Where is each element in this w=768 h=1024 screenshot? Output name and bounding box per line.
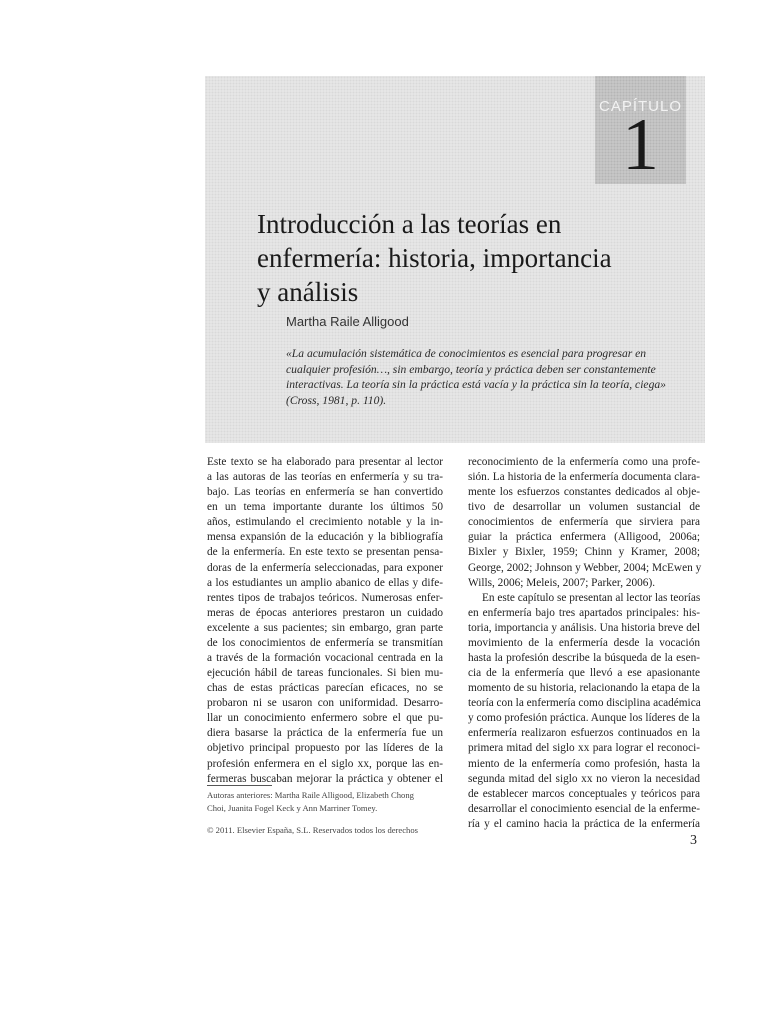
chapter-title-line: enfermería: historia, importancia [257, 243, 612, 273]
paragraph-line: teoría con la enfermería como disciplina académica [468, 697, 701, 710]
paragraph-line: mente los esfuerzos constantes dedicados al obje- [468, 486, 700, 499]
paragraph-line: enfermería realizaron esfuerzos continuados en la [468, 727, 700, 740]
paragraph-line: desarrollar el conocimiento esencial de la enferme- [468, 802, 700, 815]
paragraph-line: primera mitad del siglo xx para lograr el reconoci- [468, 742, 700, 755]
paragraph-line: llar un conocimiento enfermero sobre el que pu- [207, 712, 443, 725]
paragraph-line: guiar la práctica enfermera (Alligood, 2006a; [468, 531, 700, 544]
paragraph-line: excelente a sus pacientes; sin embargo, gran parte [207, 621, 443, 634]
paragraph-line: reconocimiento de la enfermería como una profe- [468, 456, 700, 468]
page-number: 3 [690, 833, 697, 848]
paragraph-line: a través de la formación vocacional centrada en la [207, 652, 443, 665]
paragraph-line: de la enfermería. En este texto se presentan pensa- [207, 546, 443, 559]
paragraph-line: años, estimulando el crecimiento notable y la in- [207, 516, 443, 529]
paragraph-line: ría y el camino hacia la práctica de la enfermería [468, 817, 700, 830]
epigraph-line: cualquier profesión…, sin embargo, teoría y práctica deben ser constantemente [286, 362, 656, 376]
paragraph-line: objetivo principal propuesto por las líderes de la [207, 742, 443, 755]
paragraph-line: hasta la profesión describe la búsqueda de la esen- [468, 652, 700, 665]
paragraph-line: a las autoras de las teorías en enfermería y su tra- [207, 471, 443, 484]
chapter-author: Martha Raile Alligood [286, 314, 409, 329]
paragraph-line: conocimientos de enfermería que sirviera para [468, 516, 700, 529]
paragraph-line: chas de estas prácticas parecían eficaces, no se [207, 682, 443, 695]
paragraph-line: bajo. Las teorías en enfermería se han convertido [207, 486, 443, 499]
paragraph-line: George, 2002; Johnson y Webber, 2004; McEwen y [468, 561, 702, 574]
paragraph-line: en enfermería bajo tres apartados principales: his- [468, 606, 700, 619]
paragraph-line: mensa expansión de la educación y la bibliografía [207, 531, 443, 544]
paragraph-line: movimiento de la enfermería desde la vocación [468, 636, 700, 649]
paragraph-line: en un tema importante durante los últimos 50 [207, 501, 443, 514]
paragraph-line: Este texto se ha elaborado para presentar al lector [207, 456, 443, 468]
paragraph-line: de los conocimientos de enfermería se transmitían [207, 636, 443, 649]
epigraph-line: (Cross, 1981, p. 110). [286, 394, 387, 408]
paragraph-line: meras de épocas anteriores prestaron un cuidado [207, 606, 443, 619]
paragraph-line: En este capítulo se presentan al lector las teorías [482, 591, 701, 604]
footnote-divider [207, 785, 272, 786]
paragraph-line: miento de la enfermería como profesión, hasta la [468, 757, 700, 770]
paragraph-line: y como profesión práctica. Aunque los líderes de la [468, 712, 700, 725]
chapter-box [595, 76, 686, 184]
paragraph-line: a los estudiantes un amplio abanico de ellas y dife- [207, 576, 443, 589]
paragraph-line: tivo de desarrollar un volumen sustancial de [468, 501, 700, 514]
paragraph-line: rentes tipos de trabajos teóricos. Numerosas enfer- [207, 591, 443, 604]
epigraph-quote [286, 346, 696, 409]
body-column-right [468, 455, 700, 832]
paragraph-line: diera basarse la práctica de la enfermería fue un [207, 727, 443, 740]
footnote [207, 789, 443, 815]
paragraph-line: profesión enfermera en el siglo xx, porque las en- [207, 757, 443, 770]
chapter-title-line: y análisis [257, 277, 359, 307]
paragraph-line: toria, importancia y análisis. Una historia breve del [468, 621, 700, 634]
paragraph-line: cia de la enfermería que llevó a ese apasionante [468, 667, 700, 680]
body-column-left [207, 455, 443, 787]
footnote-line: Choi, Juanita Fogel Keck y Ann Marriner Tomey. [207, 803, 378, 813]
chapter-title-line: Introducción a las teorías en [257, 209, 562, 239]
paragraph-line: segunda mitad del siglo xx no vieron la necesidad [468, 772, 700, 785]
epigraph-line: interactivas. La teoría sin la práctica está vacía y la práctica sin la teoría, ciega» [286, 378, 666, 392]
chapter-label: CAPÍTULO [598, 98, 682, 115]
copyright-notice: © 2011. Elsevier España, S.L. Reservados todos los derechos [207, 825, 418, 835]
paragraph-line: Wills, 2006; Meleis, 2007; Parker, 2006). [468, 576, 656, 589]
chapter-title [257, 207, 697, 309]
epigraph-line: «La acumulación sistemática de conocimientos es esencial para progresar en [286, 347, 647, 360]
paragraph-line: doras de la enfermería seleccionadas, para exponer [207, 561, 443, 574]
footnote-line: Autoras anteriores: Martha Raile Alligood, Elizabeth Chong [207, 790, 414, 800]
paragraph-line: fermeras buscaban mejorar la práctica y obtener el [207, 772, 443, 785]
paragraph-line: Bixler y Bixler, 1959; Chinn y Kramer, 2008; [468, 546, 700, 559]
paragraph-line: sión. La historia de la enfermería documenta clara- [468, 471, 700, 484]
chapter-number: 1 [622, 104, 659, 186]
paragraph-line: probaron ni se usaron con uniformidad. Desarro- [207, 697, 443, 710]
paragraph-line: momento de su historia, relacionando la etapa de la [468, 682, 700, 695]
paragraph-line: ejecución hábil de tareas funcionales. Si bien mu- [207, 667, 443, 680]
paragraph-line: de establecer marcos conceptuales y teóricos para [468, 787, 700, 800]
